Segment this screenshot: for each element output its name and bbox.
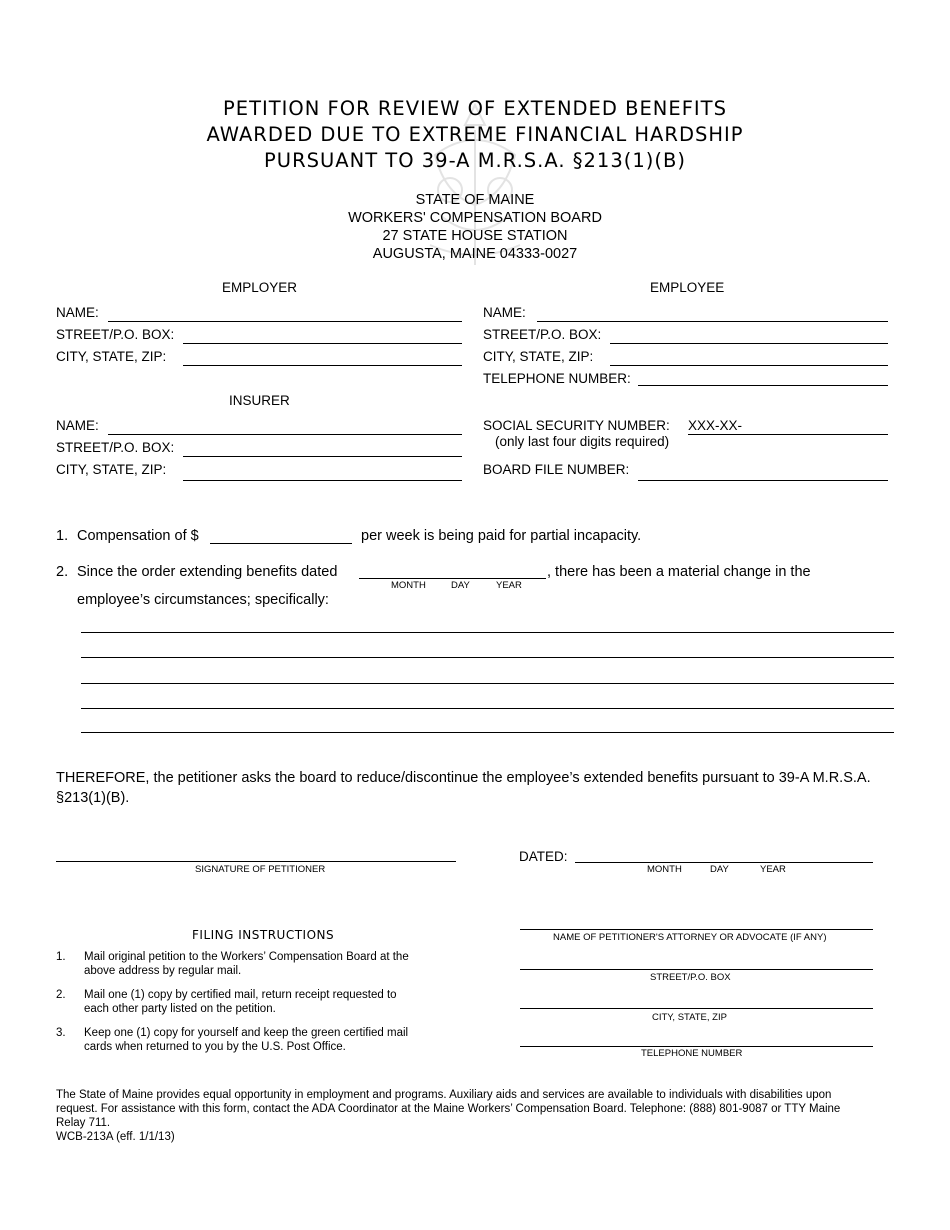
employer-heading: EMPLOYER bbox=[222, 280, 298, 295]
insurer-city-label: CITY, STATE, ZIP: bbox=[56, 462, 167, 477]
filing-item-2-number: 2. bbox=[56, 989, 66, 1001]
order-date-month-label: MONTH bbox=[391, 580, 426, 591]
specifics-line[interactable] bbox=[81, 708, 894, 709]
insurer-street-label: STREET/P.O. BOX: bbox=[56, 440, 175, 455]
attorney-name-label: NAME OF PETITIONER'S ATTORNEY OR ADVOCATE (IF ANY) bbox=[553, 932, 827, 943]
employee-ssn-label: SOCIAL SECURITY NUMBER: bbox=[483, 418, 670, 433]
attorney-street-field[interactable] bbox=[520, 969, 873, 970]
agency-board: WORKERS' COMPENSATION BOARD bbox=[348, 210, 602, 226]
form-title-line-3: PURSUANT TO 39-A M.R.S.A. §213(1)(B) bbox=[264, 149, 686, 172]
dated-day-label: DAY bbox=[710, 864, 729, 875]
attorney-street-label: STREET/P.O. BOX bbox=[650, 972, 731, 983]
employee-city-label: CITY, STATE, ZIP: bbox=[483, 349, 594, 364]
employee-name-label: NAME: bbox=[483, 305, 526, 320]
specifics-line[interactable] bbox=[81, 632, 894, 633]
filing-item-2-line-2: each other party listed on the petition. bbox=[84, 1003, 276, 1015]
dated-year-label: YEAR bbox=[760, 864, 786, 875]
board-file-number-field[interactable] bbox=[638, 480, 888, 481]
filing-item-3-line-2: cards when returned to you by the U.S. Post Office. bbox=[84, 1041, 346, 1053]
filing-item-3-number: 3. bbox=[56, 1027, 66, 1039]
employee-city-field[interactable] bbox=[610, 365, 888, 366]
filing-item-1-line-2: above address by regular mail. bbox=[84, 965, 242, 977]
attorney-city-label: CITY, STATE, ZIP bbox=[652, 1012, 727, 1023]
attorney-city-field[interactable] bbox=[520, 1008, 873, 1009]
footer-line-3: Relay 711. bbox=[56, 1117, 111, 1129]
footer-line-1: The State of Maine provides equal opportunity in employment and programs. Auxiliary aids and services are available to individuals with disabilities upon bbox=[56, 1089, 832, 1101]
employer-name-label: NAME: bbox=[56, 305, 99, 320]
board-file-number-label: BOARD FILE NUMBER: bbox=[483, 462, 630, 477]
order-date-field[interactable] bbox=[359, 578, 546, 579]
employer-street-field[interactable] bbox=[183, 343, 462, 344]
item-2-text-before: Since the order extending benefits dated bbox=[77, 564, 338, 580]
employer-name-field[interactable] bbox=[108, 321, 462, 322]
insurer-city-field[interactable] bbox=[183, 480, 462, 481]
therefore-line-2: §213(1)(B). bbox=[56, 790, 130, 806]
dated-label: DATED: bbox=[519, 849, 568, 864]
employer-city-label: CITY, STATE, ZIP: bbox=[56, 349, 167, 364]
filing-instructions-heading: FILING INSTRUCTIONS bbox=[192, 928, 335, 942]
attorney-phone-label: TELEPHONE NUMBER bbox=[641, 1048, 743, 1059]
dated-field[interactable] bbox=[575, 862, 873, 863]
item-1-number: 1. bbox=[56, 528, 69, 544]
employee-name-field[interactable] bbox=[537, 321, 888, 322]
insurer-street-field[interactable] bbox=[183, 456, 462, 457]
attorney-phone-field[interactable] bbox=[520, 1046, 873, 1047]
agency-city: AUGUSTA, MAINE 04333-0027 bbox=[372, 246, 578, 262]
employee-ssn-prefix: XXX-XX- bbox=[688, 418, 743, 433]
filing-item-2-line-1: Mail one (1) copy by certified mail, return receipt requested to bbox=[84, 989, 397, 1001]
order-date-year-label: YEAR bbox=[496, 580, 522, 591]
specifics-line[interactable] bbox=[81, 657, 894, 658]
employee-phone-field[interactable] bbox=[638, 385, 888, 386]
form-id: WCB-213A (eff. 1/1/13) bbox=[56, 1131, 175, 1143]
employer-street-label: STREET/P.O. BOX: bbox=[56, 327, 175, 342]
specifics-line[interactable] bbox=[81, 683, 894, 684]
filing-item-1-number: 1. bbox=[56, 951, 66, 963]
employee-street-label: STREET/P.O. BOX: bbox=[483, 327, 602, 342]
insurer-heading: INSURER bbox=[229, 393, 290, 408]
employee-street-field[interactable] bbox=[610, 343, 888, 344]
filing-item-3-line-1: Keep one (1) copy for yourself and keep the green certified mail bbox=[84, 1027, 409, 1039]
dated-month-label: MONTH bbox=[647, 864, 682, 875]
compensation-amount-field[interactable] bbox=[210, 543, 352, 544]
employee-ssn-field[interactable] bbox=[688, 434, 888, 435]
signature-label: SIGNATURE OF PETITIONER bbox=[195, 864, 326, 875]
signature-field[interactable] bbox=[56, 861, 456, 862]
order-date-day-label: DAY bbox=[451, 580, 470, 591]
footer-line-2: request. For assistance with this form, contact the ADA Coordinator at the Maine Workers’ Compensation Board. Telephone: (888) 801-9087 or TTY Maine bbox=[56, 1103, 841, 1115]
insurer-name-label: NAME: bbox=[56, 418, 99, 433]
filing-item-1-line-1: Mail original petition to the Workers’ Compensation Board at the bbox=[84, 951, 409, 963]
employee-phone-label: TELEPHONE NUMBER: bbox=[483, 371, 631, 386]
item-1-text-before: Compensation of $ bbox=[77, 528, 199, 544]
insurer-name-field[interactable] bbox=[108, 434, 462, 435]
specifics-line[interactable] bbox=[81, 732, 894, 733]
item-2-text-line-2: employee’s circumstances; specifically: bbox=[77, 592, 329, 608]
therefore-line-1: THEREFORE, the petitioner asks the board to reduce/discontinue the employee’s extended benefits pursuant to 39-A M.R.S.A. bbox=[56, 770, 871, 786]
agency-state: STATE OF MAINE bbox=[415, 192, 535, 208]
employer-city-field[interactable] bbox=[183, 365, 462, 366]
item-2-text-after: , there has been a material change in the bbox=[547, 564, 811, 580]
form-title-line-1: PETITION FOR REVIEW OF EXTENDED BENEFITS bbox=[223, 97, 727, 120]
employee-ssn-note: (only last four digits required) bbox=[495, 434, 670, 449]
agency-address: 27 STATE HOUSE STATION bbox=[382, 228, 568, 244]
item-2-number: 2. bbox=[56, 564, 69, 580]
employee-heading: EMPLOYEE bbox=[650, 280, 725, 295]
form-title-line-2: AWARDED DUE TO EXTREME FINANCIAL HARDSHIP bbox=[206, 123, 744, 146]
attorney-name-field[interactable] bbox=[520, 929, 873, 930]
item-1-text-after: per week is being paid for partial incapacity. bbox=[361, 528, 642, 544]
